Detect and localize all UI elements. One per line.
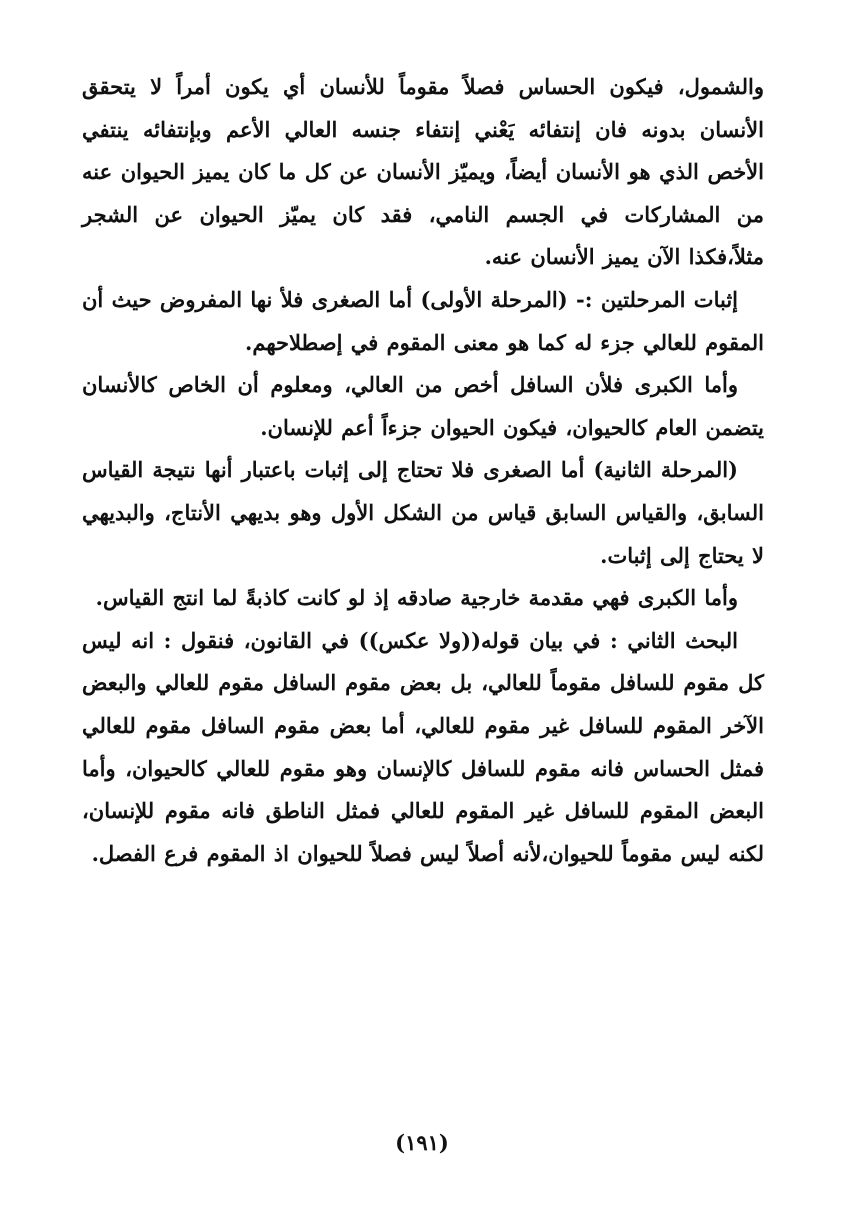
- paragraph-2: إثبات المرحلتين :- (المرحلة الأولى) أما الصغرى فلأ نها المفروض حيث أن المقوم للعالي جزء له كما هو معنى المقوم في إصطلاحهم.: [82, 286, 764, 355]
- paragraph-5: وأما الكبرى فهي مقدمة خارجية صادقه إذ لو كانت كاذبةً لما انتج القياس.: [95, 585, 738, 611]
- paragraph-3: وأما الكبرى فلأن السافل أخص من العالي، ومعلوم أن الخاص كالأنسان يتضمن العام كالحيوان، فيكون الحيوان جزءاً أعم للإنسان.: [82, 372, 764, 440]
- paragraph-1: والشمول، فيكون الحساس فصلاً مقوماً للأنسان أي يكون أمراً لا يتحقق الأنسان بدونه فان إنتفائه يَعْني إنتفاء جنسه العالي الأعم وبإنتفائه ينتفي الأخص الذي هو الأنسان أيضاً، ويميّز الأنسان عن كل ما كان يميز الحيوان عنه من المشاركات في الجسم النامي، فقد كان يميّز الحيوان عن الشجر مثلاً،فكذا الآن يميز الأنسان عنه.: [82, 74, 764, 270]
- paragraph-4: (المرحلة الثانية) أما الصغرى فلا تحتاج إلى إثبات باعتبار أنها نتيجة القياس السابق، والقياس السابق قياس من الشكل الأول وهو بديهي الأنتاج، والبديهي لا يحتاج إلى إثبات.: [82, 457, 764, 568]
- paragraph-6: البحث الثاني : في بيان قوله((ولا عكس)) في القانون، فنقول : انه ليس كل مقوم للسافل مقوماً للعالي، بل بعض مقوم السافل مقوم للعالي والبعض الآخر المقوم للسافل غير مقوم للعالي، أما بعض مقوم السافل مقوم للعالي فمثل الحساس فانه مقوم للسافل كالإنسان وهو مقوم للعالي كالحيوان، وأما البعض المقوم للسافل غير المقوم للعالي فمثل الناطق فانه مقوم للإنسان، لكنه ليس مقوماً للحيوان،لأنه أصلاً ليس فصلاً للحيوان اذ المقوم فرع الفصل.: [82, 627, 764, 866]
- page-number: (١٩١): [395, 1130, 449, 1155]
- body-text: [82, 66, 764, 875]
